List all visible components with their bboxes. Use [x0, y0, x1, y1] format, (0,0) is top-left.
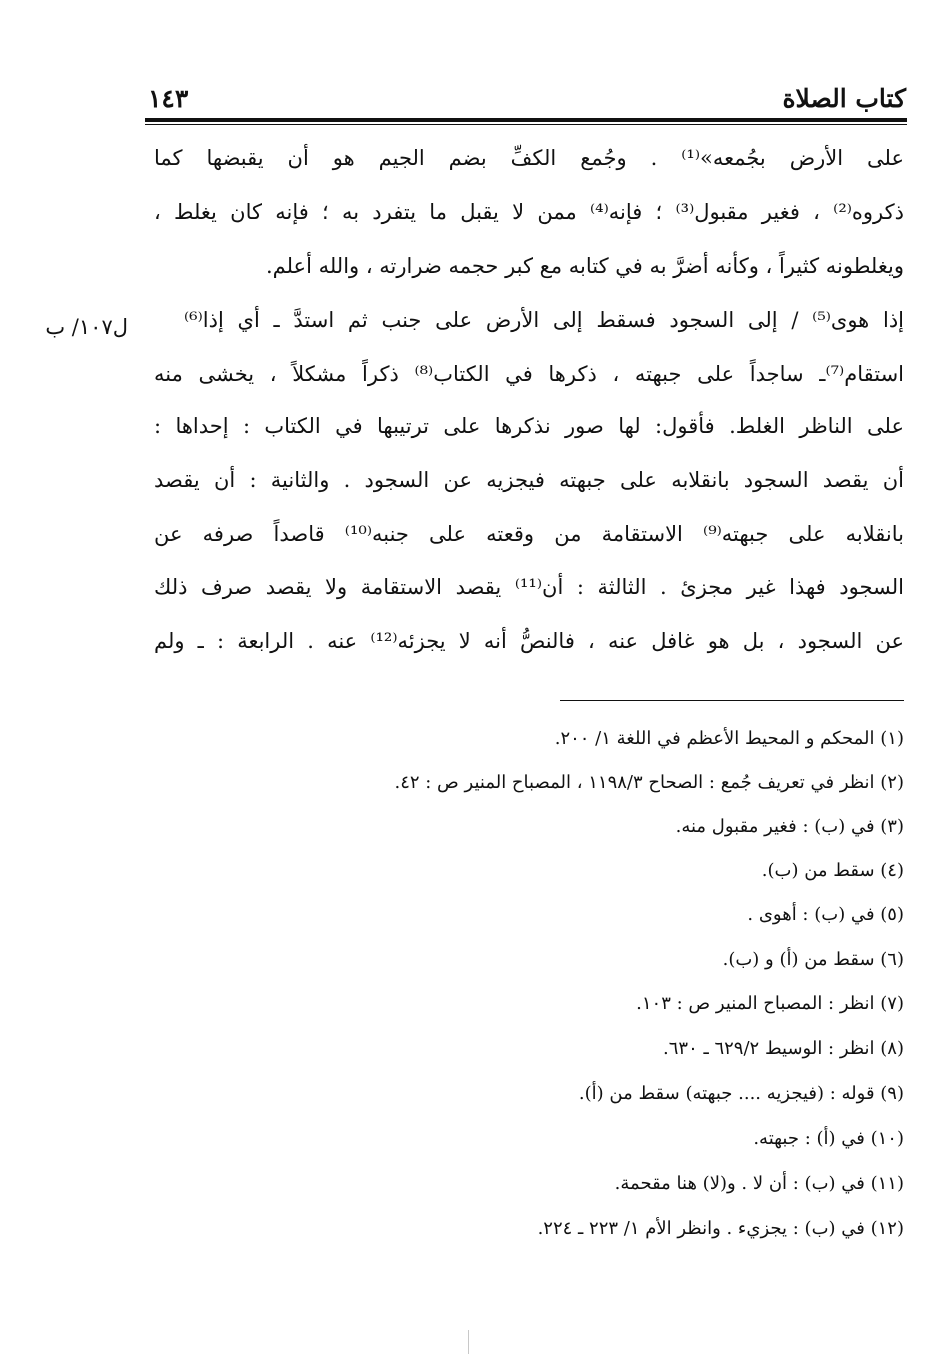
- footnote: (٢) انظر في تعريف جُمع : الصحاح ١١٩٨/٣ ، المصباح المنير ص : ٤٢.: [394, 772, 904, 793]
- footnote: (١) المحكم و المحيط الأعظم في اللغة ١/ ٢٠٠.: [554, 728, 904, 749]
- body-line: على الأرض بجُمعه»⁽¹⁾ . وجُمع الكفِّ بضم الجيم هو أن يقبضها كما: [154, 146, 904, 170]
- footnote: (٥) في (ب) : أهوى .: [747, 904, 904, 925]
- footnote: (٩) قوله : (فيجزيه .... جبهته) سقط من (أ).: [578, 1083, 904, 1104]
- page-number: ١٤٣: [148, 84, 189, 113]
- footnote-separator: [560, 700, 904, 701]
- footnote: (٦) سقط من (أ) و (ب).: [722, 949, 904, 970]
- margin-manuscript-reference: ل١٠٧/ ب: [45, 315, 128, 339]
- footnote: (١١) في (ب) : أن لا . و(لا) هنا مقحمة.: [614, 1173, 904, 1194]
- footnote: (٣) في (ب) : فغير مقبول منه.: [675, 816, 904, 837]
- body-line: أن يقصد السجود بانقلابه على جبهته فيجزيه عن السجود . والثانية : أن يقصد: [154, 468, 904, 492]
- footnote: (١٠) في (أ) : جبهته.: [753, 1128, 904, 1149]
- footnote: (٧) انظر : المصباح المنير ص : ١٠٣.: [636, 993, 904, 1014]
- body-line: على الناظر الغلط. فأقول: لها صور نذكرها على ترتيبها في الكتاب : إحداها :: [154, 414, 904, 438]
- header-rule-thin: [145, 124, 907, 125]
- header-rule-thick: [145, 118, 907, 122]
- body-line: استقام⁽⁷⁾ـ ساجداً على جبهته ، ذكرها في الكتاب⁽⁸⁾ ذكراً مشكلاً ، يخشى منه: [154, 362, 904, 386]
- body-line: عن السجود ، بل هو غافل عنه ، فالنصُّ أنه لا يجزئه⁽¹²⁾ عنه . الرابعة : ـ ولم: [154, 629, 904, 653]
- body-line: السجود فهذا غير مجزئ . الثالثة : أن⁽¹¹⁾ يقصد الاستقامة ولا يقصد صرف ذلك: [154, 575, 904, 599]
- body-line: بانقلابه على جبهته⁽⁹⁾ الاستقامة من وقعته على جنبه⁽¹⁰⁾ قاصداً صرفه عن: [154, 522, 904, 546]
- footnote: (٤) سقط من (ب).: [761, 860, 904, 881]
- body-line: ويغلطونه كثيراً ، وكأنه أضرَّ به في كتابه مع كبر حجمه ضرارته ، والله أعلم.: [265, 254, 904, 278]
- body-line: ذكروه⁽²⁾ ، فغير مقبول⁽³⁾ ؛ فإنه⁽⁴⁾ ممن لا يقبل ما يتفرد به ؛ فإنه كان يغلط ،: [154, 200, 904, 224]
- footnote: (٨) انظر : الوسيط ٦٢٩/٢ ـ ٦٣٠.: [663, 1038, 904, 1059]
- body-line: إذا هوى⁽⁵⁾ / إلى السجود فسقط إلى الأرض على جنب ثم استدَّ ـ أي إذا⁽⁶⁾: [184, 308, 904, 332]
- scan-speck: [468, 1330, 469, 1354]
- footnote: (١٢) في (ب) : يجزيء . وانظر الأم ١/ ٢٢٣ ـ ٢٢٤.: [537, 1218, 904, 1239]
- chapter-title: كتاب الصلاة: [782, 84, 906, 113]
